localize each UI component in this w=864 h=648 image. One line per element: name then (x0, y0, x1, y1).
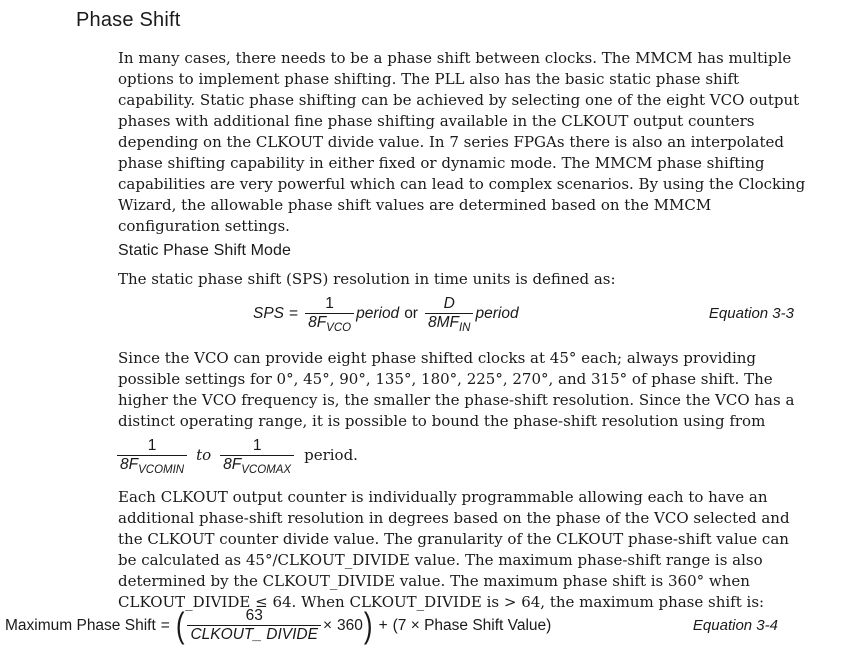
bound-frac2-subscript: VCOMAX (241, 463, 292, 476)
bound-frac1-den-text: 8F (120, 455, 139, 473)
paragraph-phase-shift-intro: In many cases, there needs to be a phase shift between clocks. The MMCM has multiple options to implement phase shifting. The PLL also has the basic static phase shift capability. Static phase shifting can be achieved by selecting one of the eight VCO output phases with additional fine phase shifting available in the CLKOUT output counters depending on the CLKOUT divide value. In 7 series FPGAs there is also an interpolated phase shifting capability in either fixed or dynamic mode. The MMCM phase shifting capabilities are very powerful which can lead to complex scenarios. By using the Clocking Wizard, the allowable phase shift values are determined based on the MMCM configuration settings. (118, 49, 806, 235)
eq33-frac1-numerator: 1 (325, 294, 334, 312)
equation-3-3-expression (253, 295, 519, 332)
bound-period: period. (304, 445, 358, 464)
eq33-period-1: period (356, 304, 400, 322)
eq34-equals-sign: = (160, 616, 170, 634)
eq34-frac-denominator: CLKOUT_ DIVIDE (187, 625, 320, 644)
bound-to: to (196, 445, 212, 464)
eq34-frac-numerator: 63 (245, 606, 263, 624)
equation-3-3-label: Equation 3-3 (708, 304, 794, 322)
page-title: Phase Shift (76, 9, 181, 31)
eq33-period-2: period (475, 304, 519, 322)
paragraph-clkout-counter: Each CLKOUT output counter is individually programmable allowing each to have an additional phase-shift resolution in degrees based on the phase of the VCO selected and the CLKOUT counter divide value. The granularity of the CLKOUT phase-shift value can be calculated as 45°/CLKOUT_DIVIDE value. The maximum phase-shift range is also determined by the CLKOUT_DIVIDE value. The maximum phase shift is 360° when CLKOUT_DIVIDE ≤ 64. When CLKOUT_DIVIDE is > 64, the maximum phase shift is: (118, 488, 790, 611)
eq33-frac2-numerator: D (443, 294, 455, 312)
bound-fraction-max (220, 437, 294, 474)
eq33-fraction-2 (425, 295, 474, 332)
eq34-close-paren: ) (363, 604, 373, 646)
subheading-static-phase-shift-mode: Static Phase Shift Mode (118, 242, 292, 259)
eq34-fraction (187, 607, 320, 644)
document-body (118, 48, 810, 613)
eq34-plus-sign: + (378, 616, 388, 634)
eq33-frac2-subscript: IN (458, 321, 471, 334)
eq33-fraction-1 (305, 295, 354, 332)
eq33-frac2-denominator (425, 313, 474, 332)
eq33-frac1-denominator (305, 313, 354, 332)
paragraph-vco-phases: Since the VCO can provide eight phase shifted clocks at 45° each; always providing possible settings for 0°, 45°, 90°, 135°, 180°, 225°, 270°, and 315° of phase shift. The higher the VCO frequency is, the smaller the phase-shift resolution. Since the VCO has a distinct operating range, it is possible to bound the phase-shift resolution using from (118, 349, 795, 430)
bound-frac1-numerator: 1 (147, 436, 157, 454)
eq34-open-paren: ( (175, 604, 185, 646)
equation-3-4 (5, 604, 864, 646)
bound-fraction-min (117, 437, 187, 474)
bound-frac2-numerator: 1 (252, 436, 262, 454)
eq33-frac1-subscript: VCO (326, 321, 352, 334)
eq34-second-term: (7 × Phase Shift Value) (392, 616, 552, 634)
bound-frac1-subscript: VCOMIN (138, 463, 185, 476)
equation-3-4-label: Equation 3-4 (692, 616, 778, 634)
phase-shift-bound-expression (115, 432, 810, 478)
eq33-frac2-den-text: 8MF (427, 313, 459, 331)
bound-frac2-den-text: 8F (223, 455, 242, 473)
eq33-frac1-den-text: 8F (308, 313, 327, 331)
eq34-lhs: Maximum Phase Shift (5, 616, 156, 634)
equation-3-4-expression (5, 604, 552, 646)
eq33-equals-sign: = (289, 304, 299, 322)
bound-frac2-denominator (220, 455, 294, 474)
equation-3-3 (118, 291, 810, 335)
eq33-or: or (404, 304, 418, 322)
eq34-times-sign: × (322, 616, 333, 634)
bound-frac1-denominator (117, 455, 187, 474)
eq34-360: 360 (337, 616, 363, 634)
paragraph-sps-definition: The static phase shift (SPS) resolution in time units is defined as: (118, 270, 616, 288)
eq33-lhs: SPS (253, 304, 285, 322)
